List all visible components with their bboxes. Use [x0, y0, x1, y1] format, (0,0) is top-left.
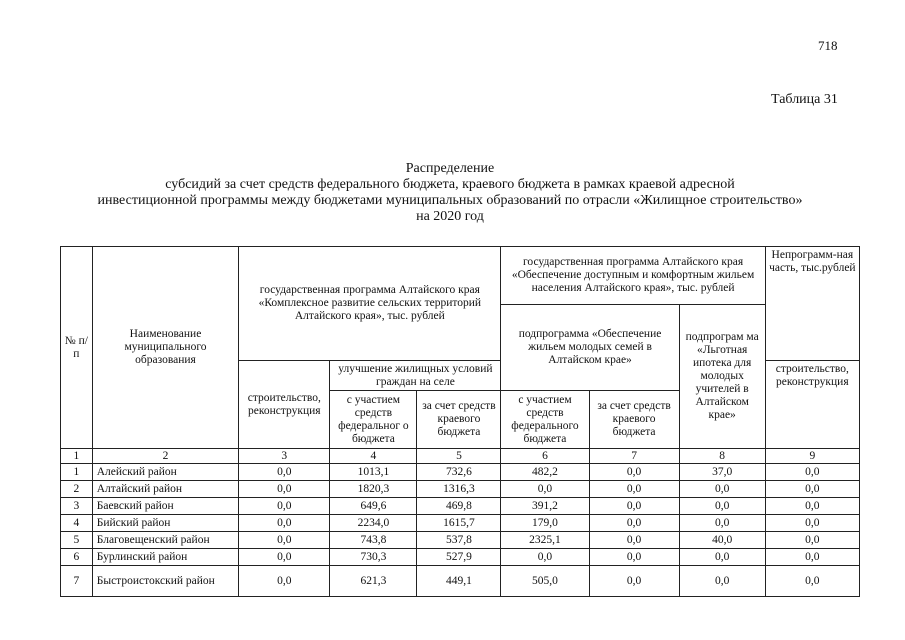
header-gp1-construction: строительство, реконструкция [239, 361, 330, 449]
header-gp2-sub1-federal: с участием средств федерального бюджета [501, 391, 589, 449]
cell-nonprog: 0,0 [765, 549, 859, 566]
cell-gp1-federal: 2234,0 [330, 515, 417, 532]
heading-line-1: Распределение [405, 161, 495, 176]
table-row [61, 532, 860, 549]
header-gp2-sub1-regional: за счет средств краевого бюджета [589, 391, 679, 449]
column-number: 2 [92, 449, 238, 464]
row-number: 7 [61, 566, 93, 597]
cell-gp2-sub1-regional: 0,0 [589, 566, 679, 597]
cell-gp2-sub2: 0,0 [679, 549, 765, 566]
municipality-name: Бийский район [92, 515, 238, 532]
cell-gp1-construction: 0,0 [239, 532, 330, 549]
column-number: 5 [417, 449, 501, 464]
header-gp1-improvement: улучшение жилищных условий граждан на селе [330, 361, 501, 391]
column-number: 6 [501, 449, 589, 464]
cell-gp1-regional: 449,1 [417, 566, 501, 597]
cell-gp2-sub1-regional: 0,0 [589, 464, 679, 481]
cell-gp1-federal: 743,8 [330, 532, 417, 549]
page-number: 718 [818, 38, 838, 53]
subsidy-table [60, 246, 860, 597]
column-number: 7 [589, 449, 679, 464]
municipality-name: Алейский район [92, 464, 238, 481]
column-number: 4 [330, 449, 417, 464]
cell-gp1-federal: 649,6 [330, 498, 417, 515]
cell-gp2-sub1-regional: 0,0 [589, 481, 679, 498]
cell-gp1-federal: 1013,1 [330, 464, 417, 481]
municipality-name: Благовещенский район [92, 532, 238, 549]
cell-gp1-regional: 537,8 [417, 532, 501, 549]
cell-gp2-sub2: 0,0 [679, 498, 765, 515]
document-heading [55, 161, 845, 225]
table-row [61, 515, 860, 532]
cell-gp2-sub2: 40,0 [679, 532, 765, 549]
cell-nonprog: 0,0 [765, 515, 859, 532]
table-row [61, 566, 860, 597]
municipality-name: Быстроистокский район [92, 566, 238, 597]
cell-gp1-construction: 0,0 [239, 566, 330, 597]
heading-line-3: инвестиционной программы между бюджетами муниципальных образований по отрасли «Жилищное строительство» [97, 193, 803, 208]
cell-gp2-sub1-federal: 391,2 [501, 498, 589, 515]
header-nonprog-construction: строительство, реконструкция [765, 361, 859, 449]
column-number: 8 [679, 449, 765, 464]
row-number: 2 [61, 481, 93, 498]
cell-gp1-construction: 0,0 [239, 481, 330, 498]
cell-nonprog: 0,0 [765, 566, 859, 597]
cell-nonprog: 0,0 [765, 498, 859, 515]
cell-gp1-regional: 469,8 [417, 498, 501, 515]
cell-gp2-sub1-regional: 0,0 [589, 549, 679, 566]
header-gp2-sub2: подпрограм ма «Льготная ипотека для молодых учителей в Алтайском крае» [679, 305, 765, 449]
cell-gp1-regional: 732,6 [417, 464, 501, 481]
row-number: 1 [61, 464, 93, 481]
header-gp2-sub1: подпрограмма «Обеспечение жильем молодых семей в Алтайском крае» [501, 305, 679, 391]
cell-gp2-sub1-federal: 482,2 [501, 464, 589, 481]
table-row [61, 549, 860, 566]
cell-gp1-construction: 0,0 [239, 498, 330, 515]
cell-gp2-sub2: 0,0 [679, 481, 765, 498]
row-number: 6 [61, 549, 93, 566]
cell-gp2-sub2: 0,0 [679, 515, 765, 532]
table-row [61, 481, 860, 498]
municipality-name: Баевский район [92, 498, 238, 515]
cell-gp2-sub1-federal: 505,0 [501, 566, 589, 597]
header-nonprog: Непрограмм-ная часть, тыс.рублей [765, 247, 859, 361]
cell-gp1-federal: 621,3 [330, 566, 417, 597]
cell-gp2-sub1-federal: 179,0 [501, 515, 589, 532]
cell-gp1-regional: 1615,7 [417, 515, 501, 532]
heading-line-4: на 2020 год [416, 209, 484, 224]
cell-gp1-construction: 0,0 [239, 464, 330, 481]
header-gp1: государственная программа Алтайского края «Комплексное развитие сельских территорий Алтайского края», тыс. рублей [239, 247, 501, 361]
column-number: 3 [239, 449, 330, 464]
cell-gp2-sub1-federal: 2325,1 [501, 532, 589, 549]
cell-gp2-sub1-federal: 0,0 [501, 549, 589, 566]
cell-gp2-sub1-regional: 0,0 [589, 532, 679, 549]
row-number: 4 [61, 515, 93, 532]
cell-gp2-sub1-regional: 0,0 [589, 515, 679, 532]
header-gp1-federal: с участием средств федеральног о бюджета [330, 391, 417, 449]
cell-gp1-regional: 1316,3 [417, 481, 501, 498]
cell-nonprog: 0,0 [765, 532, 859, 549]
cell-gp1-federal: 730,3 [330, 549, 417, 566]
cell-gp1-construction: 0,0 [239, 515, 330, 532]
cell-gp1-federal: 1820,3 [330, 481, 417, 498]
cell-nonprog: 0,0 [765, 481, 859, 498]
header-gp2: государственная программа Алтайского края «Обеспечение доступным и комфортным жильем населения Алтайского края», тыс. рублей [501, 247, 765, 305]
header-gp1-regional: за счет средств краевого бюджета [417, 391, 501, 449]
table-row [61, 464, 860, 481]
cell-gp2-sub2: 37,0 [679, 464, 765, 481]
column-number: 1 [61, 449, 93, 464]
cell-gp2-sub1-regional: 0,0 [589, 498, 679, 515]
cell-gp1-construction: 0,0 [239, 549, 330, 566]
column-number: 9 [765, 449, 859, 464]
header-num: № п/п [61, 247, 93, 449]
column-number-row [61, 449, 860, 464]
table-label: Таблица 31 [771, 92, 838, 107]
table-body [61, 449, 860, 597]
municipality-name: Алтайский район [92, 481, 238, 498]
cell-gp2-sub1-federal: 0,0 [501, 481, 589, 498]
cell-gp1-regional: 527,9 [417, 549, 501, 566]
row-number: 3 [61, 498, 93, 515]
header-name: Наименование муниципального образования [92, 247, 238, 449]
heading-line-2: субсидий за счет средств федерального бюджета, краевого бюджета в рамках краевой адресной [165, 177, 735, 192]
table-row [61, 498, 860, 515]
row-number: 5 [61, 532, 93, 549]
table-header [61, 247, 860, 449]
cell-gp2-sub2: 0,0 [679, 566, 765, 597]
municipality-name: Бурлинский район [92, 549, 238, 566]
cell-nonprog: 0,0 [765, 464, 859, 481]
